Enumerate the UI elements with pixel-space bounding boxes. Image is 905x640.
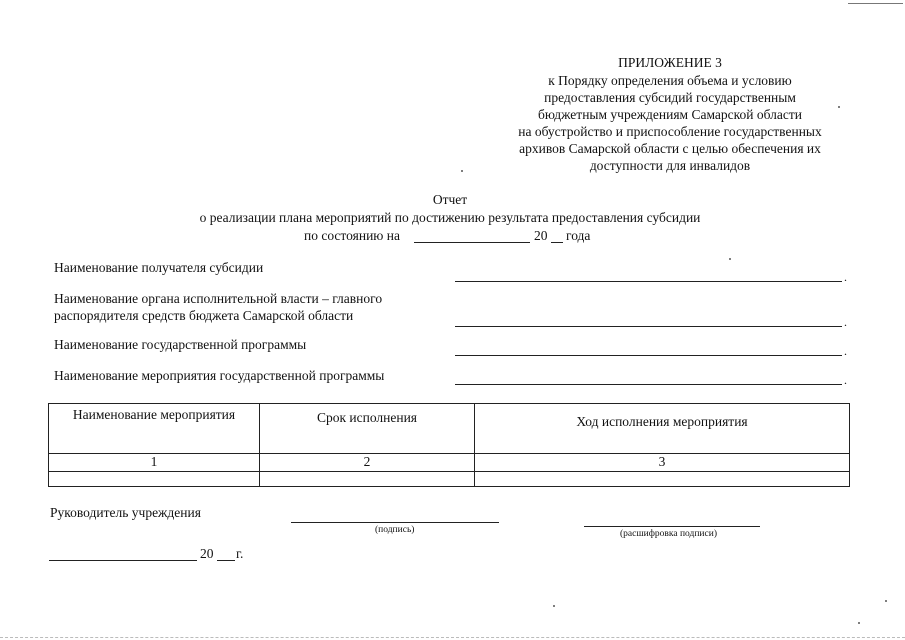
table-number-row	[49, 454, 850, 472]
appendix-line-1: к Порядку определения объема и условию	[548, 73, 792, 88]
scan-speck	[461, 170, 463, 172]
table-header-progress: Ход исполнения мероприятия	[475, 404, 850, 454]
report-date-prefix: по состоянию на	[304, 228, 400, 243]
signature-decode-caption: (расшифровка подписи)	[620, 529, 717, 539]
signature-date-suffix: г.	[236, 546, 244, 561]
scan-speck	[553, 605, 555, 607]
report-year-line[interactable]	[551, 242, 563, 243]
field-recipient-line[interactable]	[455, 281, 842, 282]
table-number-3: 3	[475, 454, 850, 472]
table-row	[49, 472, 850, 487]
field-recipient-dot: .	[844, 270, 847, 284]
report-date-line[interactable]	[414, 242, 530, 243]
appendix-line-2: предоставления субсидий государственным	[544, 90, 796, 105]
scan-speck	[838, 106, 840, 108]
report-subtitle: о реализации плана мероприятий по достижению результата предоставления субсидии	[199, 210, 701, 225]
table-cell-term[interactable]	[260, 472, 475, 487]
signature-line[interactable]	[291, 522, 499, 523]
report-date-suffix: года	[566, 228, 591, 243]
appendix-line-4: на обустройство и приспособление государственных	[518, 124, 822, 139]
appendix-title: ПРИЛОЖЕНИЕ 3	[618, 55, 722, 70]
table-header-activity: Наименование мероприятия	[49, 404, 260, 454]
field-authority-dot: .	[844, 315, 847, 329]
signature-caption: (подпись)	[375, 525, 415, 535]
signature-date-line[interactable]	[49, 560, 197, 561]
field-program-dot: .	[844, 344, 847, 358]
scan-artifact-bottom	[0, 637, 905, 638]
table-cell-progress[interactable]	[475, 472, 850, 487]
appendix-line-5: архивов Самарской области с целью обеспечения их	[519, 141, 821, 156]
field-authority-label-1: Наименование органа исполнительной власти – главного	[54, 291, 383, 306]
table-header-term: Срок исполнения	[260, 404, 475, 454]
scan-artifact-line	[848, 3, 903, 4]
field-recipient-label: Наименование получателя субсидии	[54, 260, 264, 275]
field-authority-label-2: распорядителя средств бюджета Самарской области	[54, 308, 354, 323]
signature-decode-line[interactable]	[584, 526, 760, 527]
signature-year-line[interactable]	[217, 560, 235, 561]
table-number-1: 1	[49, 454, 260, 472]
scan-speck	[729, 258, 731, 260]
report-table	[48, 403, 850, 487]
field-activity-line[interactable]	[455, 384, 842, 385]
report-title: Отчет	[432, 192, 468, 207]
report-date-year: 20	[534, 228, 548, 243]
scan-speck	[885, 600, 887, 602]
field-program-line[interactable]	[455, 355, 842, 356]
table-cell-activity[interactable]	[49, 472, 260, 487]
appendix-line-6: доступности для инвалидов	[589, 158, 751, 173]
appendix-line-3: бюджетным учреждениям Самарской области	[538, 107, 802, 122]
field-program-label: Наименование государственной программы	[54, 337, 307, 352]
field-authority-line[interactable]	[455, 326, 842, 327]
table-number-2: 2	[260, 454, 475, 472]
field-activity-dot: .	[844, 373, 847, 387]
scan-speck	[858, 622, 860, 624]
field-activity-label: Наименование мероприятия государственной программы	[54, 368, 385, 383]
signature-date-year: 20	[200, 546, 214, 561]
signature-label: Руководитель учреждения	[50, 505, 201, 520]
table-header-row	[49, 404, 850, 454]
